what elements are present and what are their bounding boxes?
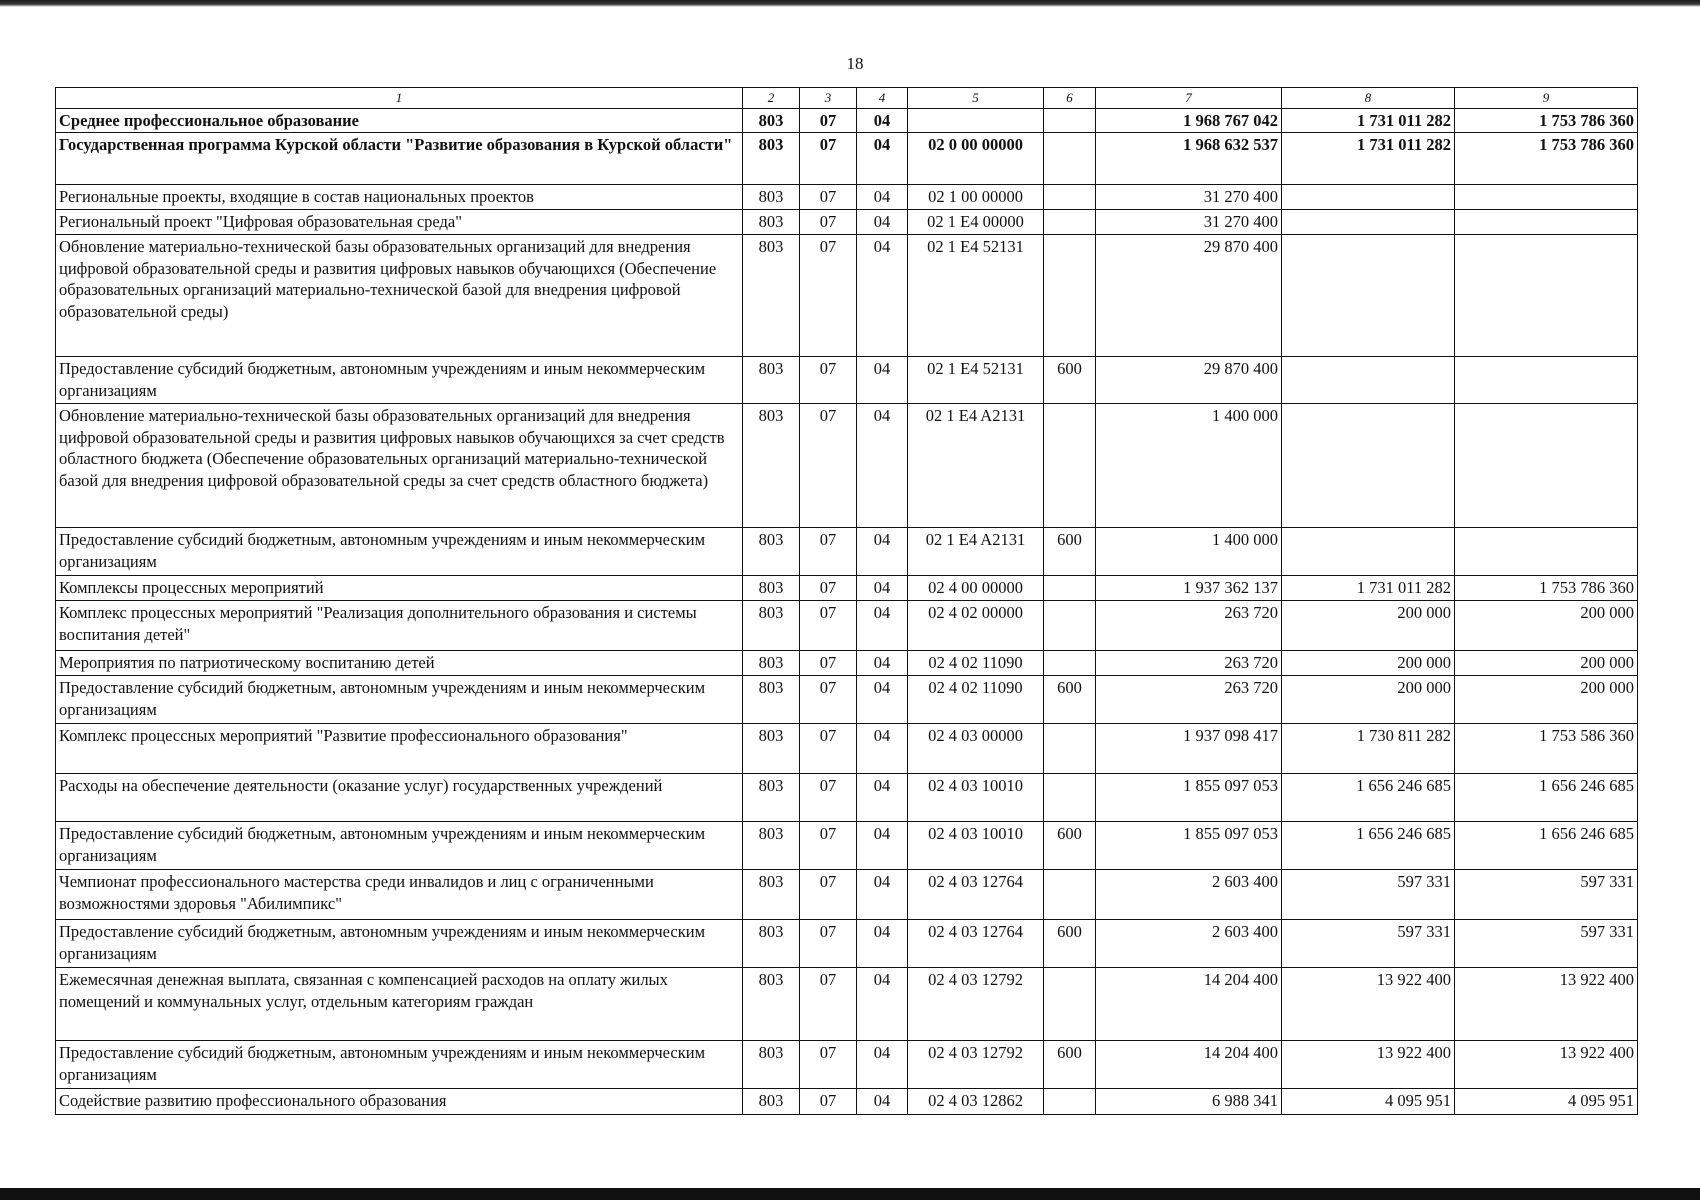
item-name-cell: Ежемесячная денежная выплата, связанная с компенсацией расходов на оплату жилых помещений и коммунальных услуг, отдельным категориям граждан	[56, 968, 743, 1041]
target-item-code-cell: 02 1 E4 52131	[908, 357, 1044, 404]
item-name-cell: Чемпионат профессионального мастерства среди инвалидов и лиц с ограниченными возможностями здоровья "Абилимпикс"	[56, 870, 743, 920]
amount-year-2-cell: 597 331	[1282, 870, 1455, 920]
column-number: 9	[1455, 88, 1638, 109]
amount-year-3-cell: 1 656 246 685	[1455, 822, 1638, 870]
amount-year-1-cell: 6 988 341	[1096, 1089, 1282, 1115]
subsection-code-cell: 04	[857, 968, 908, 1041]
ministry-code-cell: 803	[743, 822, 800, 870]
amount-year-2-cell: 200 000	[1282, 651, 1455, 676]
amount-year-3-cell: 597 331	[1455, 920, 1638, 968]
ministry-code-cell: 803	[743, 870, 800, 920]
ministry-code-cell: 803	[743, 1041, 800, 1089]
section-code-cell: 07	[800, 210, 857, 235]
amount-year-2-cell: 13 922 400	[1282, 968, 1455, 1041]
amount-year-3-cell: 1 753 786 360	[1455, 133, 1638, 185]
section-code-cell: 07	[800, 235, 857, 357]
ministry-code-cell: 803	[743, 774, 800, 822]
amount-year-2-cell: 1 731 011 282	[1282, 109, 1455, 133]
section-code-cell: 07	[800, 1089, 857, 1115]
section-code-cell: 07	[800, 576, 857, 601]
amount-year-3-cell: 1 656 246 685	[1455, 774, 1638, 822]
amount-year-1-cell: 29 870 400	[1096, 235, 1282, 357]
expense-type-code-cell: 600	[1044, 822, 1096, 870]
target-item-code-cell: 02 1 E4 52131	[908, 235, 1044, 357]
ministry-code-cell: 803	[743, 601, 800, 651]
subsection-code-cell: 04	[857, 235, 908, 357]
table-row	[56, 357, 1638, 404]
table-row	[56, 920, 1638, 968]
expense-type-code-cell	[1044, 601, 1096, 651]
amount-year-3-cell	[1455, 528, 1638, 576]
expense-type-code-cell	[1044, 968, 1096, 1041]
section-code-cell: 07	[800, 404, 857, 528]
ministry-code-cell: 803	[743, 676, 800, 724]
expense-type-code-cell: 600	[1044, 920, 1096, 968]
ministry-code-cell: 803	[743, 1089, 800, 1115]
amount-year-2-cell: 597 331	[1282, 920, 1455, 968]
item-name-cell: Предоставление субсидий бюджетным, автономным учреждениям и иным некоммерческим организациям	[56, 920, 743, 968]
target-item-code-cell: 02 1 E4 A2131	[908, 528, 1044, 576]
amount-year-3-cell: 1 753 586 360	[1455, 724, 1638, 774]
column-number: 1	[56, 88, 743, 109]
expense-type-code-cell	[1044, 774, 1096, 822]
ministry-code-cell: 803	[743, 235, 800, 357]
subsection-code-cell: 04	[857, 676, 908, 724]
section-code-cell: 07	[800, 774, 857, 822]
table-row	[56, 724, 1638, 774]
amount-year-1-cell: 31 270 400	[1096, 210, 1282, 235]
subsection-code-cell: 04	[857, 601, 908, 651]
target-item-code-cell	[908, 109, 1044, 133]
subsection-code-cell: 04	[857, 822, 908, 870]
target-item-code-cell: 02 4 03 12792	[908, 1041, 1044, 1089]
amount-year-2-cell	[1282, 528, 1455, 576]
table-row	[56, 651, 1638, 676]
item-name-cell: Предоставление субсидий бюджетным, автономным учреждениям и иным некоммерческим организациям	[56, 528, 743, 576]
column-number: 7	[1096, 88, 1282, 109]
target-item-code-cell: 02 0 00 00000	[908, 133, 1044, 185]
ministry-code-cell: 803	[743, 576, 800, 601]
amount-year-2-cell: 1 656 246 685	[1282, 774, 1455, 822]
target-item-code-cell: 02 1 00 00000	[908, 185, 1044, 210]
ministry-code-cell: 803	[743, 724, 800, 774]
section-code-cell: 07	[800, 920, 857, 968]
target-item-code-cell: 02 4 03 12792	[908, 968, 1044, 1041]
table-row	[56, 1089, 1638, 1115]
ministry-code-cell: 803	[743, 185, 800, 210]
amount-year-1-cell: 1 855 097 053	[1096, 822, 1282, 870]
expense-type-code-cell	[1044, 404, 1096, 528]
amount-year-3-cell: 1 753 786 360	[1455, 109, 1638, 133]
table-row	[56, 185, 1638, 210]
target-item-code-cell: 02 4 03 12862	[908, 1089, 1044, 1115]
target-item-code-cell: 02 4 00 00000	[908, 576, 1044, 601]
target-item-code-cell: 02 4 03 10010	[908, 774, 1044, 822]
expense-type-code-cell	[1044, 651, 1096, 676]
amount-year-1-cell: 1 937 362 137	[1096, 576, 1282, 601]
item-name-cell: Региональный проект "Цифровая образовательная среда"	[56, 210, 743, 235]
table-row	[56, 404, 1638, 528]
column-number: 8	[1282, 88, 1455, 109]
target-item-code-cell: 02 4 03 00000	[908, 724, 1044, 774]
subsection-code-cell: 04	[857, 133, 908, 185]
amount-year-1-cell: 1 968 632 537	[1096, 133, 1282, 185]
ministry-code-cell: 803	[743, 133, 800, 185]
ministry-code-cell: 803	[743, 968, 800, 1041]
amount-year-1-cell: 2 603 400	[1096, 920, 1282, 968]
column-number: 5	[908, 88, 1044, 109]
section-code-cell: 07	[800, 651, 857, 676]
amount-year-1-cell: 1 937 098 417	[1096, 724, 1282, 774]
subsection-code-cell: 04	[857, 651, 908, 676]
target-item-code-cell: 02 1 E4 A2131	[908, 404, 1044, 528]
amount-year-1-cell: 29 870 400	[1096, 357, 1282, 404]
table-row	[56, 133, 1638, 185]
expense-type-code-cell: 600	[1044, 357, 1096, 404]
item-name-cell: Обновление материально-технической базы образовательных организаций для внедрения цифровой образовательной среды и развития цифровых навыков обучающихся за счет средств областного бюджета (Обеспечение образовательных организаций материально-технической базой для внедрения цифровой образовательной среды за счет средств областного бюджета)	[56, 404, 743, 528]
expense-type-code-cell	[1044, 185, 1096, 210]
table-row	[56, 210, 1638, 235]
amount-year-2-cell	[1282, 404, 1455, 528]
amount-year-2-cell: 4 095 951	[1282, 1089, 1455, 1115]
amount-year-3-cell	[1455, 185, 1638, 210]
amount-year-2-cell	[1282, 185, 1455, 210]
subsection-code-cell: 04	[857, 357, 908, 404]
amount-year-3-cell: 1 753 786 360	[1455, 576, 1638, 601]
section-code-cell: 07	[800, 528, 857, 576]
expense-type-code-cell	[1044, 870, 1096, 920]
expense-type-code-cell	[1044, 724, 1096, 774]
expense-type-code-cell	[1044, 1089, 1096, 1115]
table-row	[56, 235, 1638, 357]
amount-year-1-cell: 263 720	[1096, 601, 1282, 651]
section-code-cell: 07	[800, 133, 857, 185]
amount-year-2-cell: 1 730 811 282	[1282, 724, 1455, 774]
target-item-code-cell: 02 4 03 12764	[908, 920, 1044, 968]
amount-year-1-cell: 1 400 000	[1096, 404, 1282, 528]
ministry-code-cell: 803	[743, 528, 800, 576]
table-row	[56, 528, 1638, 576]
amount-year-3-cell	[1455, 210, 1638, 235]
table-row	[56, 601, 1638, 651]
expense-type-code-cell: 600	[1044, 676, 1096, 724]
section-code-cell: 07	[800, 185, 857, 210]
item-name-cell: Содействие развитию профессионального образования	[56, 1089, 743, 1115]
section-code-cell: 07	[800, 822, 857, 870]
amount-year-3-cell	[1455, 235, 1638, 357]
page-number: 18	[846, 54, 864, 73]
ministry-code-cell: 803	[743, 357, 800, 404]
section-code-cell: 07	[800, 676, 857, 724]
amount-year-3-cell: 4 095 951	[1455, 1089, 1638, 1115]
target-item-code-cell: 02 4 02 11090	[908, 651, 1044, 676]
column-number: 3	[800, 88, 857, 109]
table-row	[56, 676, 1638, 724]
item-name-cell: Комплекс процессных мероприятий "Реализация дополнительного образования и системы воспитания детей"	[56, 601, 743, 651]
table-body	[56, 109, 1638, 1115]
subsection-code-cell: 04	[857, 528, 908, 576]
subsection-code-cell: 04	[857, 774, 908, 822]
table-row	[56, 822, 1638, 870]
ministry-code-cell: 803	[743, 404, 800, 528]
amount-year-1-cell: 2 603 400	[1096, 870, 1282, 920]
column-number: 2	[743, 88, 800, 109]
expense-type-code-cell	[1044, 210, 1096, 235]
subsection-code-cell: 04	[857, 920, 908, 968]
target-item-code-cell: 02 4 02 11090	[908, 676, 1044, 724]
amount-year-2-cell: 1 731 011 282	[1282, 576, 1455, 601]
subsection-code-cell: 04	[857, 1041, 908, 1089]
section-code-cell: 07	[800, 357, 857, 404]
section-code-cell: 07	[800, 601, 857, 651]
subsection-code-cell: 04	[857, 210, 908, 235]
section-code-cell: 07	[800, 1041, 857, 1089]
subsection-code-cell: 04	[857, 576, 908, 601]
column-number: 6	[1044, 88, 1096, 109]
subsection-code-cell: 04	[857, 724, 908, 774]
item-name-cell: Среднее профессиональное образование	[56, 109, 743, 133]
amount-year-3-cell: 200 000	[1455, 601, 1638, 651]
item-name-cell: Мероприятия по патриотическому воспитанию детей	[56, 651, 743, 676]
ministry-code-cell: 803	[743, 109, 800, 133]
item-name-cell: Предоставление субсидий бюджетным, автономным учреждениям и иным некоммерческим организациям	[56, 1041, 743, 1089]
amount-year-3-cell	[1455, 357, 1638, 404]
subsection-code-cell: 04	[857, 404, 908, 528]
amount-year-2-cell	[1282, 235, 1455, 357]
amount-year-3-cell: 13 922 400	[1455, 1041, 1638, 1089]
section-code-cell: 07	[800, 968, 857, 1041]
subsection-code-cell: 04	[857, 109, 908, 133]
budget-table	[55, 87, 1638, 1115]
amount-year-3-cell: 200 000	[1455, 676, 1638, 724]
amount-year-2-cell	[1282, 210, 1455, 235]
item-name-cell: Предоставление субсидий бюджетным, автономным учреждениям и иным некоммерческим организациям	[56, 822, 743, 870]
amount-year-1-cell: 31 270 400	[1096, 185, 1282, 210]
amount-year-3-cell: 200 000	[1455, 651, 1638, 676]
item-name-cell: Предоставление субсидий бюджетным, автономным учреждениям и иным некоммерческим организациям	[56, 676, 743, 724]
section-code-cell: 07	[800, 724, 857, 774]
scan-top-edge	[0, 0, 1700, 7]
item-name-cell: Предоставление субсидий бюджетным, автономным учреждениям и иным некоммерческим организациям	[56, 357, 743, 404]
subsection-code-cell: 04	[857, 185, 908, 210]
ministry-code-cell: 803	[743, 210, 800, 235]
amount-year-3-cell: 597 331	[1455, 870, 1638, 920]
item-name-cell: Комплексы процессных мероприятий	[56, 576, 743, 601]
amount-year-1-cell: 263 720	[1096, 676, 1282, 724]
target-item-code-cell: 02 4 03 12764	[908, 870, 1044, 920]
target-item-code-cell: 02 4 02 00000	[908, 601, 1044, 651]
table-row	[56, 968, 1638, 1041]
expense-type-code-cell: 600	[1044, 528, 1096, 576]
amount-year-1-cell: 14 204 400	[1096, 968, 1282, 1041]
expense-type-code-cell	[1044, 576, 1096, 601]
table-row	[56, 109, 1638, 133]
item-name-cell: Региональные проекты, входящие в состав национальных проектов	[56, 185, 743, 210]
item-name-cell: Обновление материально-технической базы образовательных организаций для внедрения цифровой образовательной среды и развития цифровых навыков обучающихся (Обеспечение образовательных организаций материально-технической базой для внедрения цифровой образовательной среды)	[56, 235, 743, 357]
amount-year-2-cell: 200 000	[1282, 676, 1455, 724]
scan-bottom-edge	[0, 1188, 1700, 1200]
amount-year-1-cell: 14 204 400	[1096, 1041, 1282, 1089]
amount-year-1-cell: 1 400 000	[1096, 528, 1282, 576]
table-row	[56, 774, 1638, 822]
item-name-cell: Расходы на обеспечение деятельности (оказание услуг) государственных учреждений	[56, 774, 743, 822]
target-item-code-cell: 02 1 E4 00000	[908, 210, 1044, 235]
amount-year-2-cell: 1 656 246 685	[1282, 822, 1455, 870]
table-row	[56, 870, 1638, 920]
section-code-cell: 07	[800, 870, 857, 920]
item-name-cell: Государственная программа Курской области "Развитие образования в Курской области"	[56, 133, 743, 185]
column-number: 4	[857, 88, 908, 109]
ministry-code-cell: 803	[743, 920, 800, 968]
amount-year-3-cell: 13 922 400	[1455, 968, 1638, 1041]
section-code-cell: 07	[800, 109, 857, 133]
ministry-code-cell: 803	[743, 651, 800, 676]
column-numbers-row	[56, 88, 1638, 109]
table-row	[56, 576, 1638, 601]
subsection-code-cell: 04	[857, 1089, 908, 1115]
amount-year-2-cell: 1 731 011 282	[1282, 133, 1455, 185]
amount-year-1-cell: 1 855 097 053	[1096, 774, 1282, 822]
amount-year-1-cell: 1 968 767 042	[1096, 109, 1282, 133]
target-item-code-cell: 02 4 03 10010	[908, 822, 1044, 870]
subsection-code-cell: 04	[857, 870, 908, 920]
expense-type-code-cell	[1044, 235, 1096, 357]
table-row	[56, 1041, 1638, 1089]
amount-year-2-cell: 200 000	[1282, 601, 1455, 651]
amount-year-3-cell	[1455, 404, 1638, 528]
amount-year-2-cell: 13 922 400	[1282, 1041, 1455, 1089]
item-name-cell: Комплекс процессных мероприятий "Развитие профессионального образования"	[56, 724, 743, 774]
amount-year-1-cell: 263 720	[1096, 651, 1282, 676]
expense-type-code-cell	[1044, 109, 1096, 133]
amount-year-2-cell	[1282, 357, 1455, 404]
expense-type-code-cell: 600	[1044, 1041, 1096, 1089]
expense-type-code-cell	[1044, 133, 1096, 185]
